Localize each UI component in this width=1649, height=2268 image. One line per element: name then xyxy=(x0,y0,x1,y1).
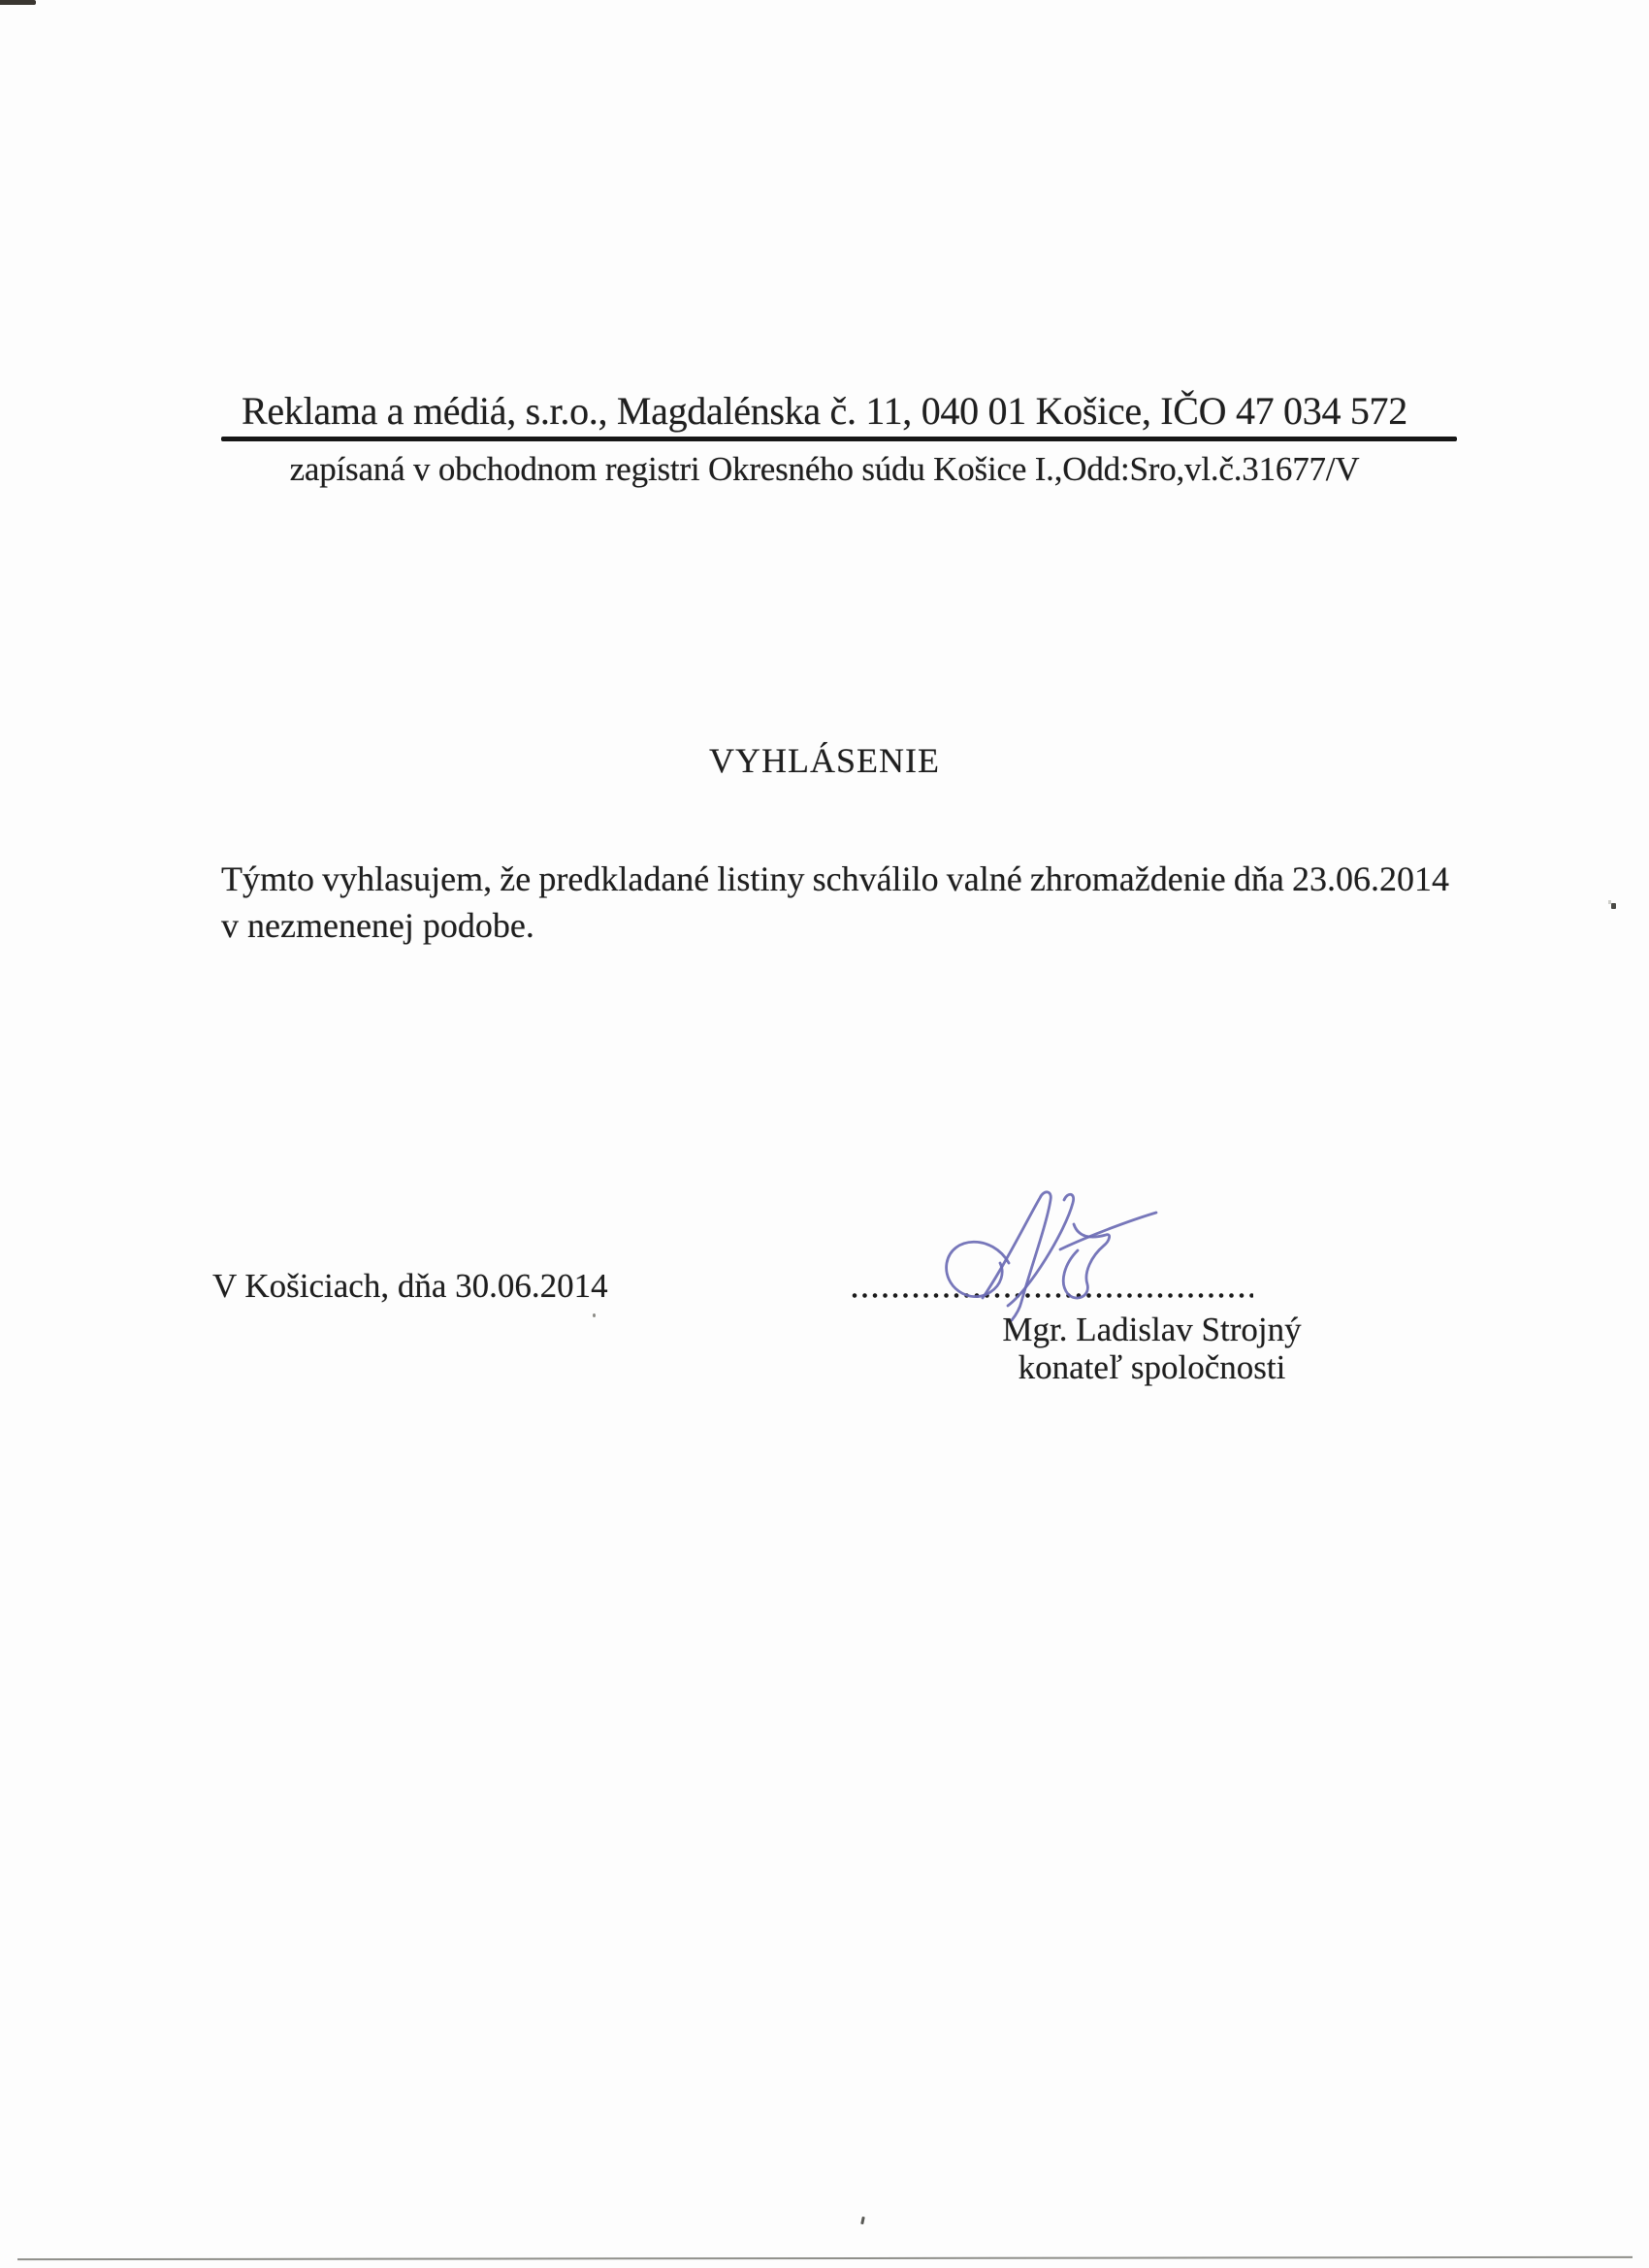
signatory-role: konateľ spoločnosti xyxy=(1018,1348,1286,1386)
signatory-name: Mgr. Ladislav Strojný xyxy=(1002,1311,1302,1348)
scan-artifact-speck xyxy=(1611,903,1616,909)
declaration-paragraph xyxy=(221,856,1449,949)
scan-artifact-speck xyxy=(860,2217,865,2224)
signatory-block xyxy=(951,1311,1353,1386)
document-title: VYHLÁSENIE xyxy=(709,741,940,780)
company-header-line: Reklama a médiá, s.r.o., Magdalénska č. 11, 040 01 Košice, IČO 47 034 572 xyxy=(242,389,1407,433)
declaration-line-2: v nezmenenej podobe. xyxy=(221,906,534,945)
scan-artifact-top-left-bar xyxy=(0,0,36,5)
header-underline-rule xyxy=(221,437,1457,441)
scan-artifact-bottom-edge-line xyxy=(17,2256,1633,2260)
place-date-line: V Košiciach, dňa 30.06.2014 xyxy=(212,1267,608,1305)
declaration-line-1: Týmto vyhlasujem, že predkladané listiny schválilo valné zhromaždenie dňa 23.06.2014 xyxy=(221,859,1449,898)
scan-artifact-speck xyxy=(593,1313,596,1317)
registry-info-line: zapísaná v obchodnom registri Okresného súdu Košice I.,Odd:Sro,vl.č.31677/V xyxy=(289,450,1360,488)
signature-ink-strokes xyxy=(947,1192,1156,1320)
